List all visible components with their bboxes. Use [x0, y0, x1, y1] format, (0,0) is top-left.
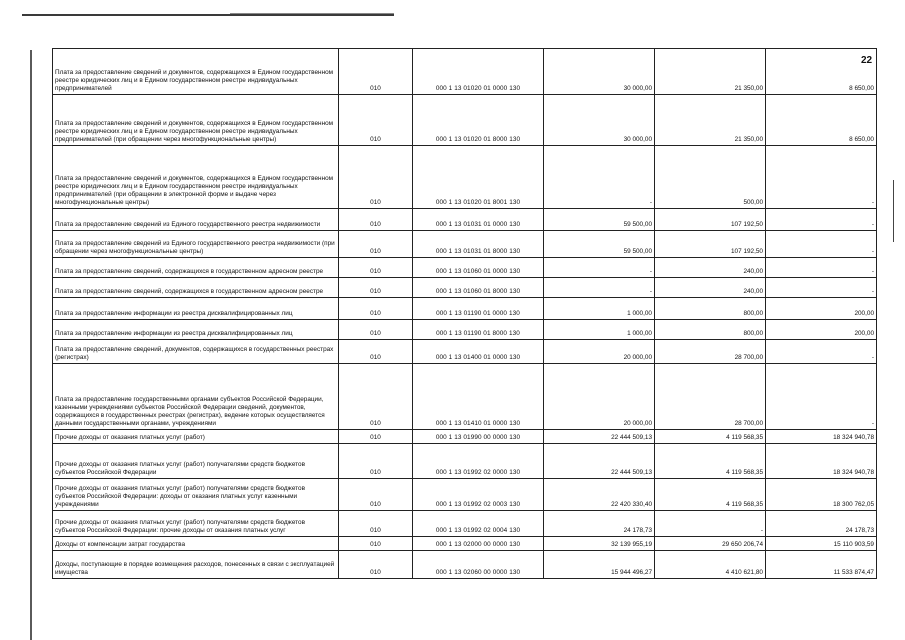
row-executed-cell: 4 119 568,35: [655, 444, 766, 479]
row-approved-cell: -: [544, 278, 655, 298]
row-executed-cell: 800,00: [655, 320, 766, 340]
row-remaining-cell: -: [766, 146, 877, 209]
row-kbk-cell: 000 1 13 02000 00 0000 130: [413, 537, 544, 551]
row-code-cell: 010: [339, 430, 413, 444]
table-row: [53, 320, 877, 340]
row-approved-cell: 30 000,00: [544, 49, 655, 95]
row-executed-cell: 240,00: [655, 278, 766, 298]
row-remaining-cell: 200,00: [766, 298, 877, 320]
row-kbk-cell: 000 1 13 01410 01 0000 130: [413, 364, 544, 430]
row-code-cell: 010: [339, 340, 413, 364]
row-name-cell: Прочие доходы от оказания платных услуг (работ) получателями средств бюджетов субъектов Российской Федерации: прочие доходы от оказания платных услуг: [53, 511, 339, 537]
row-remaining-cell: 15 110 903,59: [766, 537, 877, 551]
row-executed-cell: 28 700,00: [655, 364, 766, 430]
table-row: [53, 340, 877, 364]
row-kbk-cell: 000 1 13 01190 01 8000 130: [413, 320, 544, 340]
row-approved-cell: 22 444 509,13: [544, 430, 655, 444]
row-kbk-cell: 000 1 13 01992 02 0000 130: [413, 444, 544, 479]
row-kbk-cell: 000 1 13 01400 01 0000 130: [413, 340, 544, 364]
row-approved-cell: 1 000,00: [544, 298, 655, 320]
row-remaining-cell: 8 650,00: [766, 49, 877, 95]
table-row: [53, 444, 877, 479]
row-approved-cell: 20 000,00: [544, 340, 655, 364]
row-name-cell: Доходы от компенсации затрат государства: [53, 537, 339, 551]
row-approved-cell: 20 000,00: [544, 364, 655, 430]
table-row: [53, 298, 877, 320]
row-approved-cell: 32 139 955,19: [544, 537, 655, 551]
page-right-mark: [893, 180, 894, 242]
row-kbk-cell: 000 1 13 02060 00 0000 130: [413, 551, 544, 579]
row-remaining-cell: -: [766, 340, 877, 364]
row-approved-cell: 22 420 330,40: [544, 479, 655, 511]
row-name-cell: Плата за предоставление информации из реестра дисквалифицированных лиц: [53, 320, 339, 340]
row-kbk-cell: 000 1 13 01031 01 8000 130: [413, 231, 544, 258]
row-remaining-cell: -: [766, 364, 877, 430]
row-name-cell: Плата за предоставление сведений из Единого государственного реестра недвижимости (при обращении через многофункциональные центры): [53, 231, 339, 258]
table-row: [53, 537, 877, 551]
table-row: [53, 278, 877, 298]
row-code-cell: 010: [339, 511, 413, 537]
row-executed-cell: 28 700,00: [655, 340, 766, 364]
row-approved-cell: -: [544, 258, 655, 278]
row-code-cell: 010: [339, 320, 413, 340]
row-code-cell: 010: [339, 231, 413, 258]
row-code-cell: 010: [339, 258, 413, 278]
row-code-cell: 010: [339, 298, 413, 320]
row-code-cell: 010: [339, 209, 413, 231]
row-approved-cell: -: [544, 146, 655, 209]
row-executed-cell: 800,00: [655, 298, 766, 320]
row-name-cell: Доходы, поступающие в порядке возмещения расходов, понесенных в связи с эксплуатацией имущества: [53, 551, 339, 579]
row-kbk-cell: 000 1 13 01992 02 0003 130: [413, 479, 544, 511]
row-executed-cell: -: [655, 511, 766, 537]
row-code-cell: 010: [339, 479, 413, 511]
row-kbk-cell: 000 1 13 01990 00 0000 130: [413, 430, 544, 444]
page-number: 22: [861, 55, 873, 66]
row-approved-cell: 30 000,00: [544, 95, 655, 146]
row-remaining-cell: 18 324 940,78: [766, 430, 877, 444]
row-kbk-cell: 000 1 13 01190 01 0000 130: [413, 298, 544, 320]
row-executed-cell: 107 192,50: [655, 231, 766, 258]
row-remaining-cell: 24 178,73: [766, 511, 877, 537]
row-remaining-cell: 11 533 874,47: [766, 551, 877, 579]
top-rule-thin: [230, 13, 394, 14]
row-name-cell: Плата за предоставление сведений и документов, содержащихся в Едином государственном реестре юридических лиц и в Едином государственном реестре индивидуальных предпринимателей: [53, 49, 339, 95]
row-kbk-cell: 000 1 13 01031 01 0000 130: [413, 209, 544, 231]
row-executed-cell: 21 350,00: [655, 49, 766, 95]
page-left-edge: [30, 50, 32, 640]
row-executed-cell: 240,00: [655, 258, 766, 278]
row-remaining-cell: 200,00: [766, 320, 877, 340]
row-approved-cell: 59 500,00: [544, 231, 655, 258]
row-executed-cell: 4 119 568,35: [655, 430, 766, 444]
row-name-cell: Плата за предоставление сведений из Единого государственного реестра недвижимости: [53, 209, 339, 231]
row-remaining-cell: 18 324 940,78: [766, 444, 877, 479]
row-kbk-cell: 000 1 13 01020 01 8001 130: [413, 146, 544, 209]
row-approved-cell: 15 944 496,27: [544, 551, 655, 579]
row-code-cell: 010: [339, 537, 413, 551]
row-approved-cell: 1 000,00: [544, 320, 655, 340]
row-executed-cell: 29 650 206,74: [655, 537, 766, 551]
table-row: [53, 49, 877, 95]
row-remaining-cell: -: [766, 258, 877, 278]
row-name-cell: Плата за предоставление государственными органами субъектов Российской Федерации, казенными учреждениями субъектов Российской Федерации сведений, документов, содержащихся в государственных реестрах (регистрах), ведение которых осуществляется данными государственными органами, учреждениями: [53, 364, 339, 430]
row-remaining-cell: -: [766, 278, 877, 298]
row-executed-cell: 21 350,00: [655, 95, 766, 146]
row-executed-cell: 107 192,50: [655, 209, 766, 231]
row-kbk-cell: 000 1 13 01020 01 8000 130: [413, 95, 544, 146]
row-name-cell: Плата за предоставление сведений, содержащихся в государственном адресном реестре: [53, 258, 339, 278]
row-name-cell: Плата за предоставление информации из реестра дисквалифицированных лиц: [53, 298, 339, 320]
row-code-cell: 010: [339, 95, 413, 146]
top-rule: [22, 14, 394, 16]
row-code-cell: 010: [339, 49, 413, 95]
table-row: [53, 231, 877, 258]
row-approved-cell: 22 444 509,13: [544, 444, 655, 479]
table-row: [53, 511, 877, 537]
row-remaining-cell: -: [766, 231, 877, 258]
row-approved-cell: 59 500,00: [544, 209, 655, 231]
row-kbk-cell: 000 1 13 01020 01 0000 130: [413, 49, 544, 95]
table-row: [53, 95, 877, 146]
table-row: [53, 209, 877, 231]
row-kbk-cell: 000 1 13 01060 01 0000 130: [413, 258, 544, 278]
row-executed-cell: 4 119 568,35: [655, 479, 766, 511]
row-name-cell: Плата за предоставление сведений, документов, содержащихся в государственных реестрах (регистрах): [53, 340, 339, 364]
row-remaining-cell: 8 650,00: [766, 95, 877, 146]
row-kbk-cell: 000 1 13 01060 01 8000 130: [413, 278, 544, 298]
row-executed-cell: 4 410 621,80: [655, 551, 766, 579]
row-name-cell: Прочие доходы от оказания платных услуг (работ) получателями средств бюджетов субъектов Российской Федерации: доходы от оказания платных услуг казенными учреждениями: [53, 479, 339, 511]
table-row: [53, 146, 877, 209]
table-row: [53, 551, 877, 579]
row-code-cell: 010: [339, 364, 413, 430]
row-code-cell: 010: [339, 146, 413, 209]
row-name-cell: Прочие доходы от оказания платных услуг (работ): [53, 430, 339, 444]
row-kbk-cell: 000 1 13 01992 02 0004 130: [413, 511, 544, 537]
row-name-cell: Плата за предоставление сведений, содержащихся в государственном адресном реестре: [53, 278, 339, 298]
table-row: [53, 258, 877, 278]
table-row: [53, 364, 877, 430]
row-approved-cell: 24 178,73: [544, 511, 655, 537]
row-code-cell: 010: [339, 444, 413, 479]
row-code-cell: 010: [339, 278, 413, 298]
table-row: [53, 479, 877, 511]
row-code-cell: 010: [339, 551, 413, 579]
row-name-cell: Прочие доходы от оказания платных услуг (работ) получателями средств бюджетов субъектов Российской Федерации: [53, 444, 339, 479]
row-remaining-cell: -: [766, 209, 877, 231]
row-name-cell: Плата за предоставление сведений и документов, содержащихся в Едином государственном реестре юридических лиц и в Едином государственном реестре индивидуальных предпринимателей (при обращении через многофункциональные центры): [53, 95, 339, 146]
table-row: [53, 430, 877, 444]
row-name-cell: Плата за предоставление сведений и документов, содержащихся в Едином государственном реестре юридических лиц и в Едином государственном реестре индивидуальных предпринимателей (при обращении в электронной форме и выдаче через многофункциональные центры): [53, 146, 339, 209]
row-executed-cell: 500,00: [655, 146, 766, 209]
row-remaining-cell: 18 300 762,05: [766, 479, 877, 511]
revenue-table: [52, 48, 877, 579]
